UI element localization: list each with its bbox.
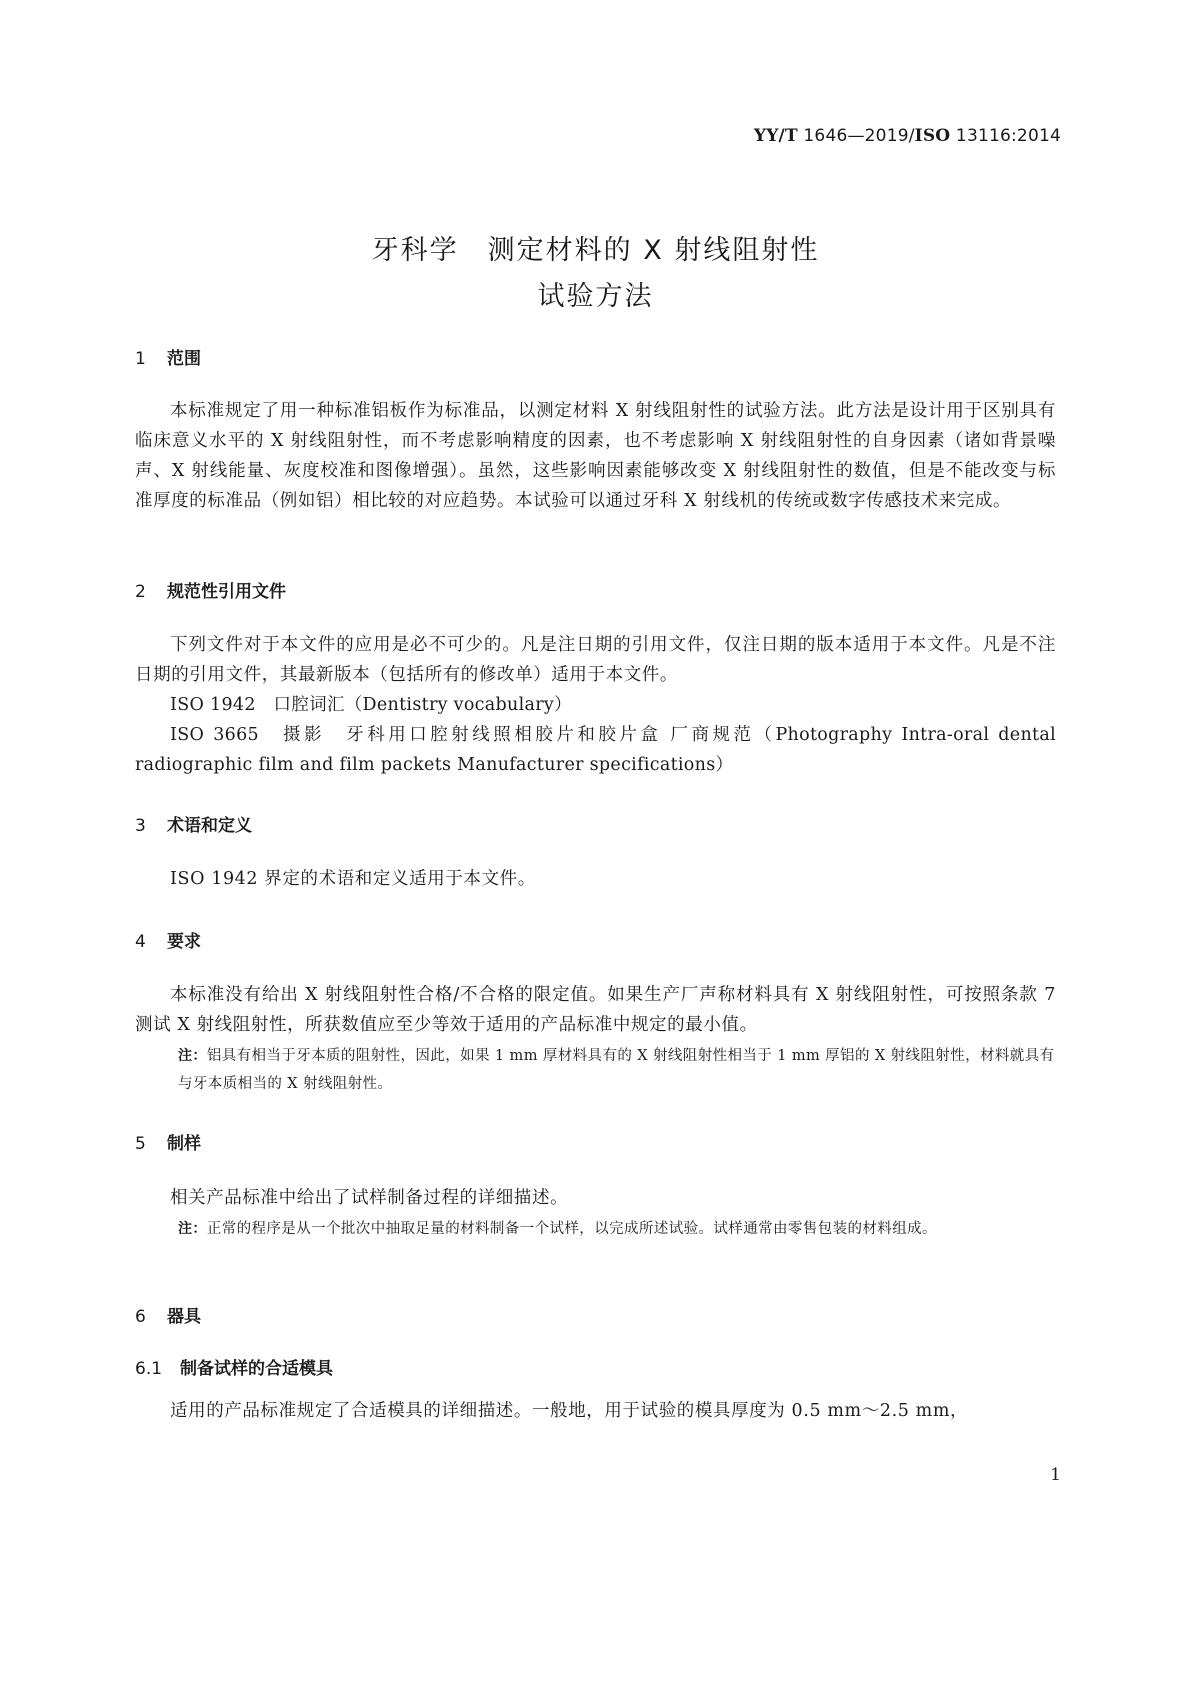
section-3-paragraph: ISO 1942 界定的术语和定义适用于本文件。	[170, 869, 536, 889]
std-iso-number: 13116:2014	[955, 126, 1061, 146]
reference-iso-1942: ISO 1942 口腔词汇（Dentistry vocabulary）	[170, 695, 572, 715]
section-title: 范围	[167, 349, 201, 369]
note-label: 注：	[178, 1221, 207, 1237]
section-4-heading	[135, 927, 201, 952]
section-number: 3	[135, 816, 146, 836]
page-number: 1	[1050, 1465, 1061, 1485]
note-label: 注：	[178, 1048, 207, 1064]
section-6-1-heading	[135, 1354, 333, 1379]
note-text: 正常的程序是从一个批次中抽取足量的材料制备一个试样，以完成所述试验。试样通常由零售包装的材料组成。	[206, 1221, 937, 1237]
standard-code	[754, 126, 1061, 146]
section-title: 制备试样的合适模具	[180, 1359, 333, 1379]
document-title-line2: 试验方法	[537, 281, 654, 312]
section-title: 制样	[167, 1134, 201, 1154]
std-prefix: YY/T	[753, 126, 798, 146]
section-title: 器具	[167, 1307, 201, 1327]
section-number: 5	[135, 1134, 146, 1154]
note-text: 铝具有相当于牙本质的阻射性，因此，如果 1 mm 厚材料具有的 X 射线阻射性相当于 1 mm 厚铝的 X 射线阻射性，材料就具有与牙本质相当的 X 射线阻射性。	[178, 1048, 1055, 1092]
section-title: 术语和定义	[167, 816, 252, 836]
section-5-paragraph: 相关产品标准中给出了试样制备过程的详细描述。	[170, 1188, 569, 1208]
section-1-heading	[135, 344, 201, 369]
section-5-note	[178, 1215, 1056, 1243]
section-4-note	[178, 1042, 1056, 1098]
section-5-heading	[135, 1129, 201, 1154]
std-iso: ISO	[914, 126, 951, 146]
section-number: 2	[135, 582, 146, 602]
section-title: 规范性引用文件	[167, 582, 286, 602]
section-2-heading	[135, 577, 286, 602]
section-4-paragraph: 本标准没有给出 X 射线阻射性合格/不合格的限定值。如果生产厂声称材料具有 X 射线阻射性，可按照条款 7 测试 X 射线阻射性，所获数值应至少等效于适用的产品标准中规定的最小值。	[135, 985, 1056, 1035]
std-number: 1646—2019/	[803, 126, 915, 146]
reference-iso-3665: ISO 3665 摄影 牙科用口腔射线照相胶片和胶片盒 厂商规范（Photography Intra-oral dental radiographic film and film packets Manufacturer specifications）	[135, 725, 1056, 775]
section-number: 6	[135, 1307, 146, 1327]
section-number: 6.1	[135, 1359, 163, 1379]
section-title: 要求	[167, 932, 201, 952]
section-6-1-paragraph: 适用的产品标准规定了合适模具的详细描述。一般地，用于试验的模具厚度为 0.5 mm～2.5 mm，	[170, 1401, 969, 1421]
section-6-heading	[135, 1302, 201, 1327]
document-title-line1: 牙科学 测定材料的 X 射线阻射性	[371, 235, 820, 266]
section-number: 4	[135, 932, 146, 952]
section-3-heading	[135, 811, 252, 836]
section-1-paragraph: 本标准规定了用一种标准铝板作为标准品，以测定材料 X 射线阻射性的试验方法。此方法是设计用于区别具有临床意义水平的 X 射线阻射性，而不考虑影响精度的因素，也不考虑影响 X 射线阻射性的自身因素（诸如背景噪声、X 射线能量、灰度校准和图像增强）。虽然，这些影响因素能够改变 X 射线阻射性的数值，但是不能改变与标准厚度的标准品（例如铝）相比较的对应趋势。本试验可以通过牙科 X 射线机的传统或数字传感技术来完成。	[135, 401, 1056, 511]
section-2-paragraph: 下列文件对于本文件的应用是必不可少的。凡是注日期的引用文件，仅注日期的版本适用于本文件。凡是不注日期的引用文件，其最新版本（包括所有的修改单）适用于本文件。	[135, 635, 1056, 685]
section-number: 1	[135, 349, 146, 369]
